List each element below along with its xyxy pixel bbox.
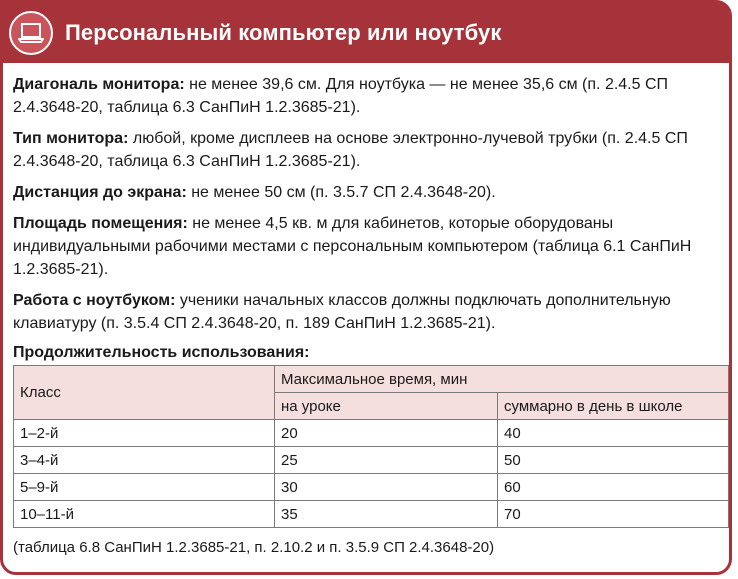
table-row	[14, 420, 729, 447]
laptop-icon	[9, 11, 53, 55]
col-day-header: суммарно в день в школе	[498, 393, 729, 420]
item-text: любой, кроме дисплеев на основе электронно-лучевой трубки (п. 2.4.5 СП 2.4.3648-20, таблица 6.3 СанПиН 1.2.3685-21).	[13, 130, 688, 170]
card-header	[3, 3, 729, 63]
table-row	[14, 501, 729, 528]
card-title: Персональный компьютер или ноутбук	[65, 20, 502, 45]
item-label: Диагональ монитора:	[13, 76, 185, 93]
item-diagonal	[13, 73, 719, 119]
cell-class: 3–4-й	[14, 447, 275, 474]
item-label: Работа с ноутбуком:	[13, 292, 176, 309]
item-text: ученики начальных классов должны подключать дополнительную клавиатуру (п. 3.5.4 СП 2.4.3648-20, п. 189 СанПиН 1.2.3685-21).	[13, 292, 671, 332]
cell-lesson: 25	[275, 447, 498, 474]
cell-day: 70	[498, 501, 729, 528]
duration-title: Продолжительность использования:	[13, 344, 310, 361]
duration-table	[13, 365, 729, 528]
table-row	[14, 447, 729, 474]
cell-class: 10–11-й	[14, 501, 275, 528]
item-text: не менее 50 см (п. 3.5.7 СП 2.4.3648-20).	[186, 184, 496, 201]
cell-lesson: 30	[275, 474, 498, 501]
footnote: (таблица 6.8 СанПиН 1.2.3685-21, п. 2.10.2 и п. 3.5.9 СП 2.4.3648-20)	[13, 539, 495, 556]
item-text: не менее 4,5 кв. м для кабинетов, которые оборудованы индивидуальными рабочими местами с персональным компьютером (таблица 6.1 СанПиН 1.2.3685-21).	[13, 215, 692, 278]
item-room-area	[13, 212, 719, 281]
col-max-header: Максимальное время, мин	[275, 366, 729, 393]
cell-day: 40	[498, 420, 729, 447]
cell-lesson: 35	[275, 501, 498, 528]
item-text: не менее 39,6 см. Для ноутбука — не менее 35,6 см (п. 2.4.5 СП 2.4.3648-20, таблица 6.3 СанПиН 1.2.3685-21).	[13, 76, 669, 116]
item-label: Площадь помещения:	[13, 215, 188, 232]
table-row	[14, 474, 729, 501]
cell-day: 50	[498, 447, 729, 474]
item-label: Тип монитора:	[13, 130, 129, 147]
item-distance	[13, 181, 719, 204]
item-monitor-type	[13, 127, 719, 173]
cell-day: 60	[498, 474, 729, 501]
item-laptop-work	[13, 289, 719, 335]
col-class-header: Класс	[14, 366, 275, 420]
col-lesson-header: на уроке	[275, 393, 498, 420]
cell-class: 1–2-й	[14, 420, 275, 447]
cell-class: 5–9-й	[14, 474, 275, 501]
card-content	[3, 63, 729, 558]
item-label: Дистанция до экрана:	[13, 184, 187, 201]
cell-lesson: 20	[275, 420, 498, 447]
